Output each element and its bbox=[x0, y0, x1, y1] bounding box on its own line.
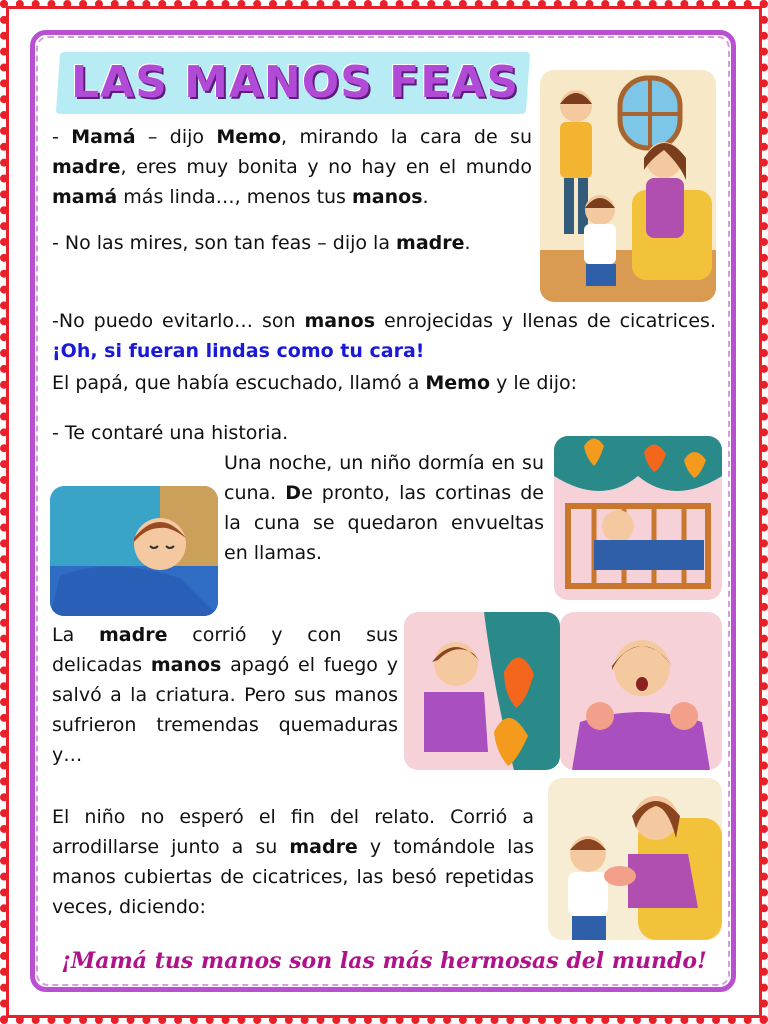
paragraph-5: - Te contaré una historia. bbox=[52, 422, 289, 444]
paragraph-7: La madre corrió y con sus delicadas manos apagó el fuego y salvó a la criatura. Pero sus manos sufrieron tremendas quemaduras y… bbox=[52, 624, 398, 766]
paragraph-4: El papá, que había escuchado, llamó a Memo y le dijo: bbox=[52, 372, 578, 394]
paragraph-1: - Mamá – dijo Memo, mirando la cara de su madre, eres muy bonita y no hay en el mundo mamá más linda…, menos tus manos. bbox=[52, 126, 532, 208]
illustration-mother-fire bbox=[404, 612, 560, 770]
paragraph-8: El niño no esperó el fin del relato. Corrió a arrodillarse junto a su madre y tomándole las manos cubiertas de cicatrices, las besó repetidas veces, diciendo: bbox=[52, 806, 534, 918]
illustration-kissing-hands bbox=[548, 778, 722, 940]
closing-sentence: ¡Mamá tus manos son las más hermosas del mundo! bbox=[61, 948, 707, 974]
paragraph-6: Una noche, un niño dormía en su cuna. De pronto, las cortinas de la cuna se quedaron envueltas en llamas. bbox=[224, 452, 544, 564]
illustration-crib-fire bbox=[554, 436, 722, 600]
illustration-family-scene bbox=[540, 70, 716, 302]
illustration-burned-hands bbox=[560, 612, 722, 770]
paragraph-3: -No puedo evitarlo… son manos enrojecidas y llenas de cicatrices. ¡Oh, si fueran lindas como tu cara! bbox=[52, 310, 716, 362]
illustration-sleeping-child bbox=[50, 486, 218, 616]
page-title: LAS MANOS FEAS bbox=[70, 57, 520, 108]
paragraph-2: - No las mires, son tan feas – dijo la madre. bbox=[52, 232, 471, 254]
